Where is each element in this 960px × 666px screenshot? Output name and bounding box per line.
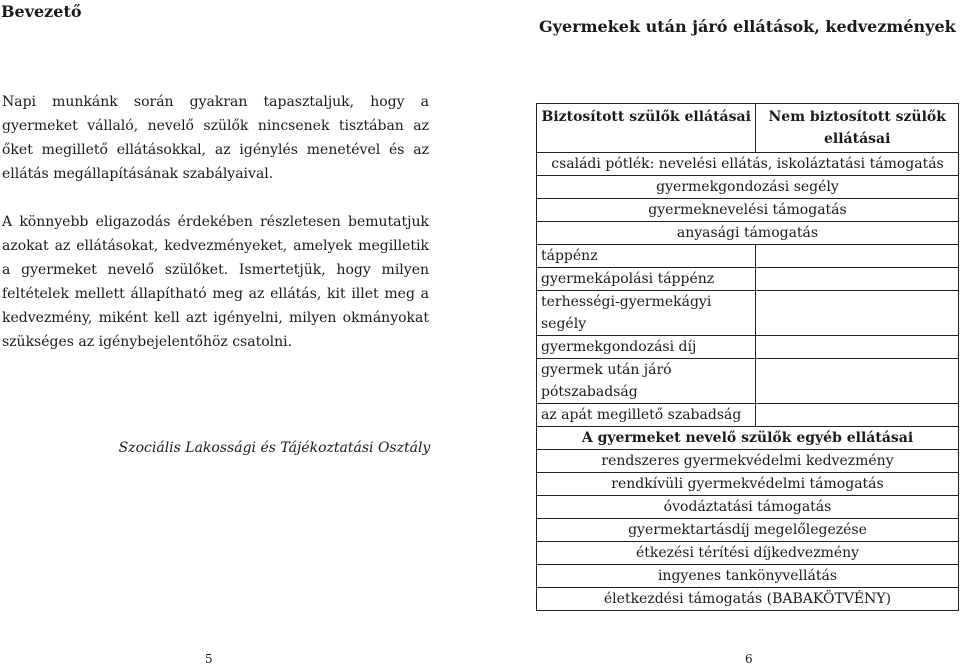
signature: Szociális Lakossági és Tájékoztatási Osztály: [118, 440, 431, 456]
header-uninsured: Nem biztosított szülők ellátásai: [756, 104, 959, 153]
other-benefits-header: A gyermeket nevelő szülők egyéb ellátásai: [537, 427, 959, 450]
intro-body: [2, 90, 429, 354]
benefits-table: [536, 103, 959, 611]
page-title: Bevezető: [1, 2, 82, 21]
other-benefit-cell: étkezési térítési díjkedvezmény: [537, 542, 959, 565]
shared-benefit-cell: családi pótlék: nevelési ellátás, iskoláztatási támogatás: [537, 153, 959, 176]
empty-cell: [756, 336, 959, 359]
page-number: 5: [205, 652, 213, 666]
table-row: [537, 496, 959, 519]
other-benefit-cell: rendkívüli gyermekvédelmi támogatás: [537, 473, 959, 496]
intro-paragraph: Napi munkánk során gyakran tapasztaljuk, hogy a gyermeket vállaló, nevelő szülők nincsenek tisztában az őket megillető ellátásokkal, az igénylés menetével és az ellátás megállapításának szabályaival.: [2, 94, 429, 182]
table-row: [537, 222, 959, 245]
intro-paragraph: A könnyebb eligazodás érdekében részletesen bemutatjuk azokat az ellátásokat, kedvezményeket, amelyek megilletik a gyermeket nevelő szülőket. Ismertetjük, hogy milyen feltételek mellett állapítható meg az ellátás, kit illet meg a kedvezmény, miként kell azt igényelni, milyen okmányokat szükséges az igénybejelentőhöz csatolni.: [2, 214, 429, 350]
insured-benefit-cell: táppénz: [537, 245, 756, 268]
empty-cell: [756, 291, 959, 336]
table-row: [537, 268, 959, 291]
insured-benefit-cell: gyermek után járó pótszabadság: [537, 359, 756, 404]
shared-benefit-cell: gyermekgondozási segély: [537, 176, 959, 199]
page-number: 6: [745, 652, 753, 666]
table-row: [537, 336, 959, 359]
table-row: [537, 450, 959, 473]
empty-cell: [756, 245, 959, 268]
table-row: [537, 245, 959, 268]
table-row: [537, 153, 959, 176]
insured-benefit-cell: az apát megillető szabadság: [537, 404, 756, 427]
insured-benefit-cell: terhességi-gyermekágyi segély: [537, 291, 756, 336]
shared-benefit-cell: gyermeknevelési támogatás: [537, 199, 959, 222]
insured-benefit-cell: gyermekgondozási díj: [537, 336, 756, 359]
table-row: [537, 359, 959, 404]
table-row: [537, 473, 959, 496]
table-row: [537, 427, 959, 450]
header-insured: Biztosított szülők ellátásai: [537, 104, 756, 153]
other-benefit-cell: gyermektartásdíj megelőlegezése: [537, 519, 959, 542]
section-title: Gyermekek után járó ellátások, kedvezmények: [539, 17, 956, 36]
table-row: [537, 542, 959, 565]
table-row: [537, 588, 959, 611]
empty-cell: [756, 404, 959, 427]
empty-cell: [756, 359, 959, 404]
table-row: [537, 565, 959, 588]
insured-benefit-cell: gyermekápolási táppénz: [537, 268, 756, 291]
table-row: [537, 404, 959, 427]
table-row: [537, 199, 959, 222]
table-row: [537, 176, 959, 199]
table-row: [537, 291, 959, 336]
other-benefit-cell: életkezdési támogatás (BABAKÖTVÉNY): [537, 588, 959, 611]
other-benefit-cell: ingyenes tankönyvellátás: [537, 565, 959, 588]
other-benefit-cell: rendszeres gyermekvédelmi kedvezmény: [537, 450, 959, 473]
table-row: [537, 519, 959, 542]
shared-benefit-cell: anyasági támogatás: [537, 222, 959, 245]
other-benefit-cell: óvodáztatási támogatás: [537, 496, 959, 519]
empty-cell: [756, 268, 959, 291]
table-header-row: [537, 104, 959, 153]
